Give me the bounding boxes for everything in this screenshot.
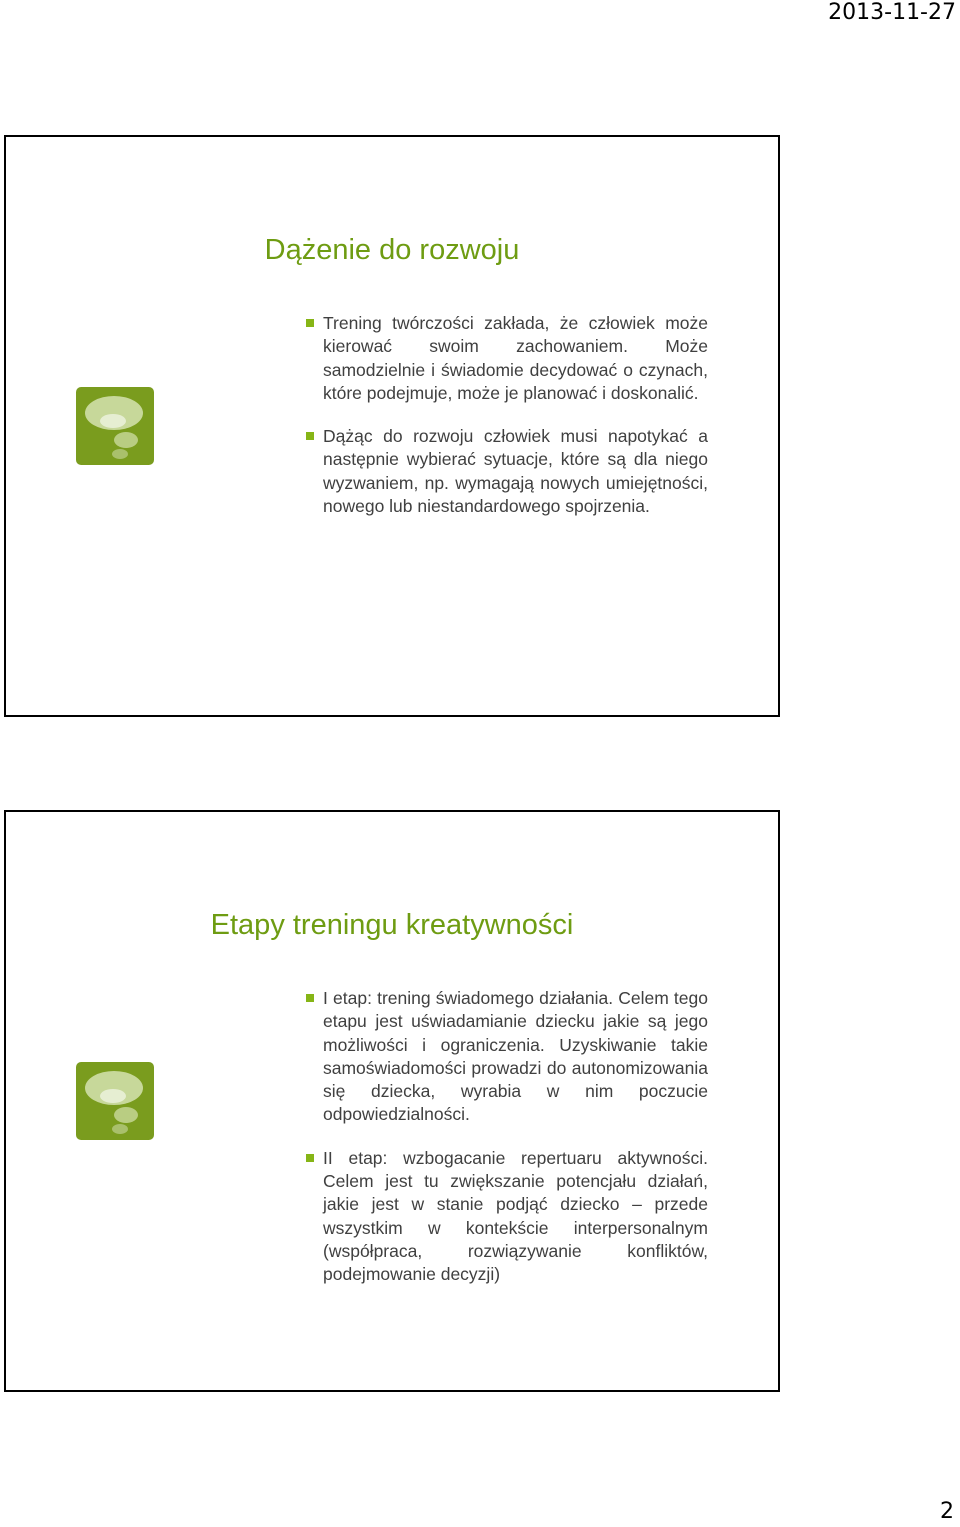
bullet-text: II etap: wzbogacanie repertuaru aktywności. Celem jest tu zwiększanie potencjału działań, jakie jest w stanie podjąć dziecko – przede wszystkim w kontekście interpersonalnym (współpraca, rozwiązywanie konfliktów, podejmowanie decyzji) [323, 1147, 708, 1285]
slide-title: Etapy treningu kreatywności [210, 909, 574, 941]
thought-bubble-icon [76, 1062, 154, 1140]
slide-title: Dążenie do rozwoju [264, 234, 520, 266]
slide-2 [4, 810, 780, 1392]
square-bullet-icon [306, 432, 314, 440]
square-bullet-icon [306, 1154, 314, 1162]
bullet-text: Trening twórczości zakłada, że człowiek może kierować swoim zachowaniem. Może samodzielnie i świadomie decydować o czynach, które podejmuje, może je planować i doskonalić. [323, 313, 708, 403]
thought-bubble-icon [76, 387, 154, 465]
list-item [304, 987, 708, 1127]
slide-1 [4, 135, 780, 717]
bullet-text: Dążąc do rozwoju człowiek musi napotykać a następnie wybierać sytuacje, które są dla niego wyzwaniem, np. wymagają nowych umiejętności, nowego lub niestandardowego spojrzenia. [323, 426, 708, 517]
list-item [304, 1147, 708, 1287]
bullet-list [304, 312, 708, 538]
list-item [304, 312, 708, 405]
bullet-text: I etap: trening świadomego działania. Celem tego etapu jest uświadamianie dziecku jakie są jego możliwości i ograniczenia. Uzyskiwanie takie samoświadomości prowadzi do autonomizowania się dziecka, wyrabia w nim poczucie odpowiedzialności. [323, 988, 708, 1125]
bullet-list [304, 987, 708, 1307]
page-date: 2013-11-27 [828, 0, 956, 25]
page-number: 2 [940, 1499, 954, 1524]
list-item [304, 425, 708, 518]
square-bullet-icon [306, 319, 314, 327]
square-bullet-icon [306, 994, 314, 1002]
